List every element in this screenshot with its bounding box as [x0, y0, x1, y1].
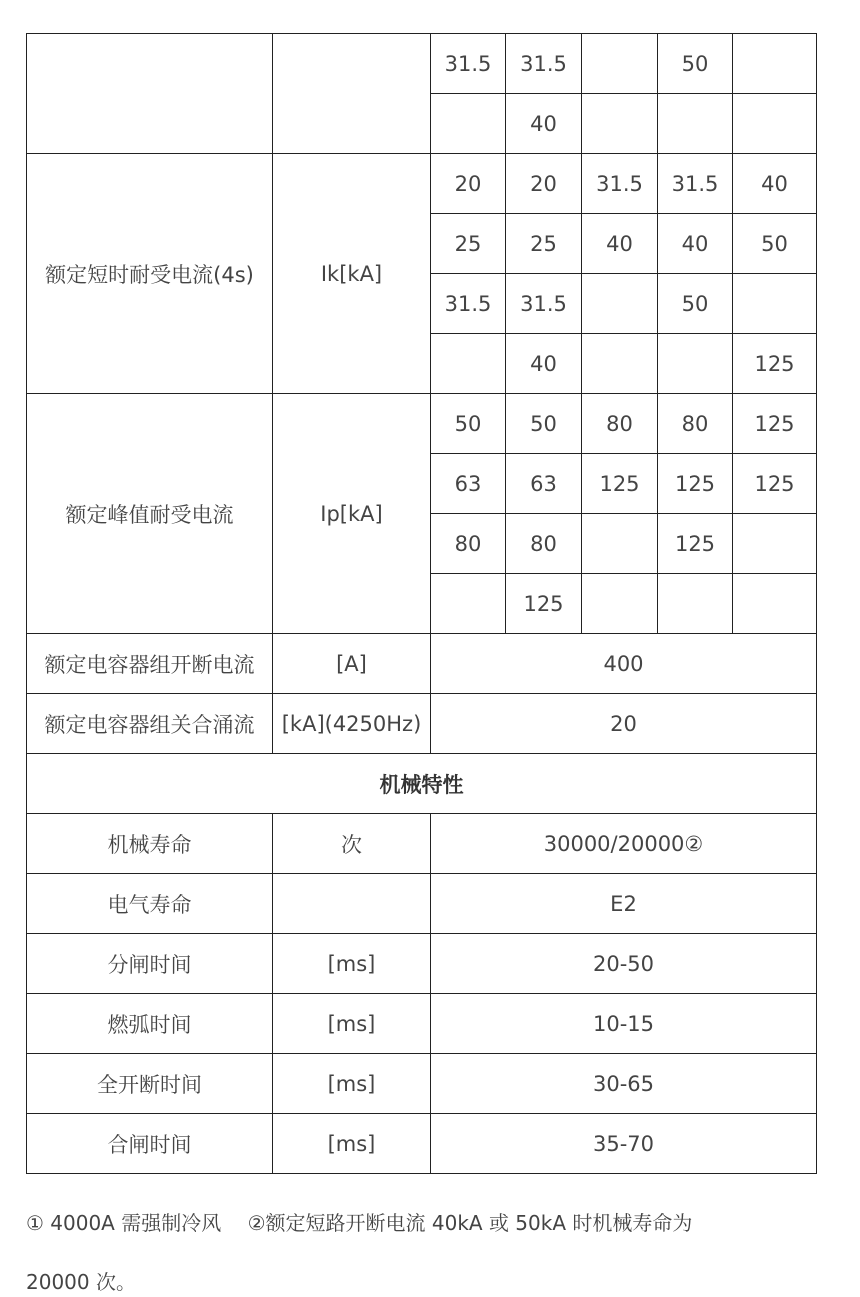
value-cell: 125 [658, 514, 733, 574]
param-unit-cell: [A] [273, 634, 431, 694]
value-cell: 80 [582, 394, 658, 454]
param-unit-cell: [ms] [273, 994, 431, 1054]
value-cell: 50 [658, 34, 733, 94]
value-cell [733, 274, 817, 334]
value-cell: 31.5 [582, 154, 658, 214]
table-row [27, 1054, 817, 1114]
value-cell [733, 34, 817, 94]
param-name-cell: 额定电容器组关合涌流 [27, 694, 273, 754]
value-cell: 40 [658, 214, 733, 274]
param-unit-cell [273, 34, 431, 154]
param-unit-cell: [ms] [273, 1054, 431, 1114]
param-name-cell: 额定短时耐受电流(4s) [27, 154, 273, 394]
footnote-line-2: 20000 次。 [26, 1270, 136, 1294]
value-cell: 125 [733, 334, 817, 394]
value-cell: 25 [506, 214, 582, 274]
value-cell: 20 [431, 154, 506, 214]
value-cell: E2 [431, 874, 817, 934]
value-cell: 40 [582, 214, 658, 274]
value-cell: 63 [506, 454, 582, 514]
value-cell: 40 [506, 334, 582, 394]
value-cell: 30000/20000② [431, 814, 817, 874]
value-cell: 25 [431, 214, 506, 274]
value-cell: 400 [431, 634, 817, 694]
value-cell: 31.5 [506, 274, 582, 334]
value-cell [733, 94, 817, 154]
param-unit-cell: [ms] [273, 934, 431, 994]
table-row [27, 694, 817, 754]
value-cell: 40 [506, 94, 582, 154]
value-cell: 30-65 [431, 1054, 817, 1114]
value-cell [582, 334, 658, 394]
value-cell [582, 94, 658, 154]
value-cell: 10-15 [431, 994, 817, 1054]
value-cell: 40 [733, 154, 817, 214]
value-cell [582, 514, 658, 574]
value-cell: 80 [506, 514, 582, 574]
value-cell [582, 274, 658, 334]
param-unit-cell: Ik[kA] [273, 154, 431, 394]
value-cell: 125 [506, 574, 582, 634]
table-section-row [27, 754, 817, 814]
param-name-cell: 分闸时间 [27, 934, 273, 994]
value-cell: 80 [658, 394, 733, 454]
value-cell [658, 94, 733, 154]
param-name-cell: 合闸时间 [27, 1114, 273, 1174]
table-row [27, 994, 817, 1054]
param-name-cell: 机械寿命 [27, 814, 273, 874]
value-cell: 50 [431, 394, 506, 454]
param-unit-cell: Ip[kA] [273, 394, 431, 634]
value-cell: 63 [431, 454, 506, 514]
value-cell: 125 [658, 454, 733, 514]
value-cell: 125 [733, 454, 817, 514]
value-cell: 35-70 [431, 1114, 817, 1174]
param-unit-cell: [ms] [273, 1114, 431, 1174]
table-row [27, 814, 817, 874]
footnote-line-1: ① 4000A 需强制冷风 ②额定短路开断电流 40kA 或 50kA 时机械寿命为 [26, 1211, 693, 1235]
value-cell: 80 [431, 514, 506, 574]
table-row [27, 394, 817, 454]
param-name-cell: 燃弧时间 [27, 994, 273, 1054]
value-cell [431, 334, 506, 394]
table-row [27, 1114, 817, 1174]
param-name-cell: 额定峰值耐受电流 [27, 394, 273, 634]
value-cell: 31.5 [431, 34, 506, 94]
param-name-cell: 全开断时间 [27, 1054, 273, 1114]
table-row [27, 34, 817, 94]
value-cell [733, 514, 817, 574]
table-row [27, 934, 817, 994]
param-unit-cell: 次 [273, 814, 431, 874]
value-cell [431, 94, 506, 154]
value-cell: 20 [506, 154, 582, 214]
param-name-cell [27, 34, 273, 154]
param-unit-cell: [kA](4250Hz) [273, 694, 431, 754]
value-cell: 31.5 [658, 154, 733, 214]
value-cell: 31.5 [506, 34, 582, 94]
value-cell [733, 574, 817, 634]
value-cell: 50 [733, 214, 817, 274]
value-cell: 20-50 [431, 934, 817, 994]
value-cell [658, 574, 733, 634]
value-cell: 125 [582, 454, 658, 514]
table-row [27, 154, 817, 214]
table-row [27, 634, 817, 694]
value-cell: 31.5 [431, 274, 506, 334]
value-cell [658, 334, 733, 394]
value-cell [582, 34, 658, 94]
table-row [27, 874, 817, 934]
section-title: 机械特性 [27, 754, 817, 814]
value-cell: 50 [506, 394, 582, 454]
param-unit-cell [273, 874, 431, 934]
value-cell: 50 [658, 274, 733, 334]
param-name-cell: 额定电容器组开断电流 [27, 634, 273, 694]
value-cell [431, 574, 506, 634]
value-cell [582, 574, 658, 634]
param-name-cell: 电气寿命 [27, 874, 273, 934]
value-cell: 125 [733, 394, 817, 454]
specification-table [26, 33, 817, 1174]
value-cell: 20 [431, 694, 817, 754]
